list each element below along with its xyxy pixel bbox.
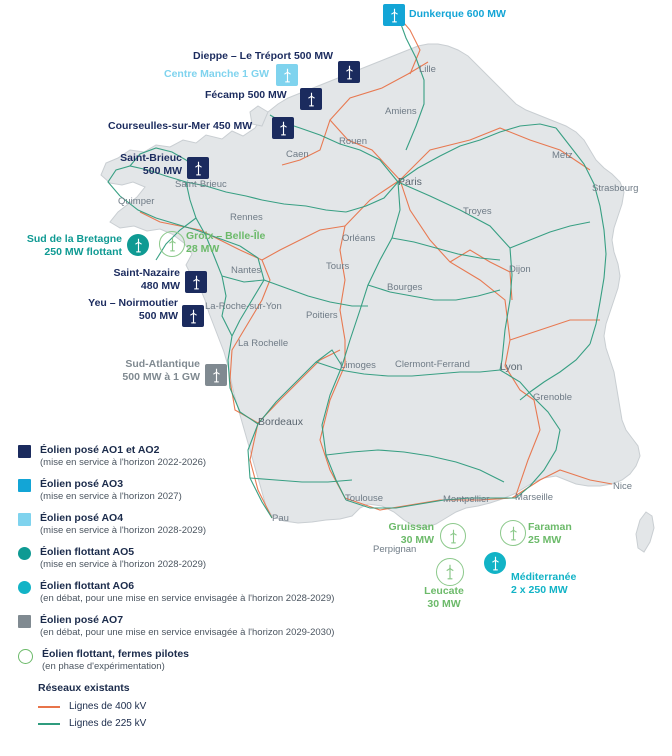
site-label-saint-nazaire <box>56 267 180 292</box>
legend-title: Éolien flottant, fermes pilotes <box>42 648 190 660</box>
city-label: Dijon <box>509 264 531 275</box>
legend-item-ao4 <box>18 512 448 537</box>
city-label: Tours <box>326 261 350 272</box>
wind-turbine-icon <box>304 92 319 107</box>
city-label: Rennes <box>230 212 263 223</box>
legend-title: Éolien posé AO3 <box>40 478 124 490</box>
wind-turbine-icon <box>191 161 206 176</box>
marker-saint-brieuc[interactable] <box>187 157 209 179</box>
wind-turbine-icon <box>506 526 521 541</box>
legend-title: Éolien flottant AO6 <box>40 580 135 592</box>
marker-fecamp[interactable] <box>300 88 322 110</box>
site-label-line: Leucate <box>424 585 464 597</box>
city-label: Lyon <box>500 361 523 373</box>
marker-courseulles-sur-mer[interactable] <box>272 117 294 139</box>
legend-swatch-icon <box>18 615 31 628</box>
site-label-saint-brieuc <box>60 152 182 177</box>
legend-subtitle: (mise en service à l'horizon 2028-2029) <box>40 558 207 570</box>
legend-subtitle: (mise en service à l'horizon 2027) <box>40 490 182 502</box>
city-label: Lille <box>419 64 436 75</box>
legend-item-pilot <box>18 648 448 673</box>
city-label: Strasbourg <box>592 183 639 194</box>
marker-groix-belle-ile[interactable] <box>159 231 185 257</box>
site-label-yeu-noirmoutier <box>48 297 178 322</box>
city-label: Pau <box>272 513 289 524</box>
city-label: Poitiers <box>306 310 338 321</box>
legend-subtitle: (en phase d'expérimentation) <box>42 660 165 672</box>
city-label: Troyes <box>463 206 492 217</box>
city-label: Saint-Brieuc <box>175 179 227 190</box>
wind-turbine-icon <box>276 121 291 136</box>
site-label-line: Groix – Belle-Île <box>186 230 266 242</box>
legend-swatch-icon <box>18 445 31 458</box>
marker-centre-manche[interactable] <box>276 64 298 86</box>
city-label: Nice <box>613 481 633 492</box>
legend-swatch-icon <box>18 649 33 664</box>
site-label-centre-manche: Centre Manche 1 GW <box>164 68 270 80</box>
site-label-line: 250 MW flottant <box>44 245 122 258</box>
site-label-line: Faraman <box>528 521 572 533</box>
legend-subtitle: (en débat, pour une mise en service envisagée à l'horizon 2028-2029) <box>40 592 335 604</box>
site-label-line: 500 MW à 1 GW <box>122 370 200 383</box>
line-400kv-icon <box>38 706 60 708</box>
wind-turbine-icon <box>387 8 402 23</box>
site-label-dieppe-le-treport: Dieppe – Le Tréport 500 MW <box>193 50 334 62</box>
legend-item-ao7 <box>18 614 448 639</box>
marker-faraman[interactable] <box>500 520 526 546</box>
legend-title: Éolien posé AO4 <box>40 512 124 524</box>
network-legend-item-225kv <box>38 718 338 729</box>
legend-swatch-icon <box>18 513 31 526</box>
wind-turbine-icon <box>280 68 295 83</box>
city-label: Nantes <box>231 265 262 276</box>
site-label-line: 28 MW <box>186 242 220 255</box>
city-label: Toulouse <box>345 493 384 504</box>
site-label-line: Gruissan <box>388 521 434 533</box>
site-label-courseulles-sur-mer: Courseulles-sur-Mer 450 MW <box>108 120 253 132</box>
site-label-sud-de-la-bretagne <box>10 233 122 258</box>
line-225kv-icon <box>38 723 60 725</box>
network-legend-label: Lignes de 225 kV <box>69 718 147 729</box>
legend-swatch-icon <box>18 547 31 560</box>
site-label-line: Saint-Nazaire <box>113 267 180 279</box>
marker-mediterranee[interactable] <box>484 552 506 574</box>
legend-swatch-icon <box>18 581 31 594</box>
city-label: Caen <box>286 149 309 160</box>
legend-item-ao6 <box>18 580 448 605</box>
site-label-line: 30 MW <box>400 533 434 546</box>
marker-yeu-noirmoutier[interactable] <box>182 305 204 327</box>
legend-subtitle: (en débat, pour une mise en service envisagée à l'horizon 2029-2030) <box>40 626 335 638</box>
legend-title: Éolien posé AO1 et AO2 <box>40 444 160 456</box>
site-label-line: 2 x 250 MW <box>511 583 568 596</box>
wind-turbine-icon <box>131 238 146 253</box>
city-label-paris: Paris <box>398 176 422 188</box>
city-label: Metz <box>552 150 573 161</box>
marker-sud-atlantique[interactable] <box>205 364 227 386</box>
site-label-line: Sud de la Bretagne <box>26 233 122 245</box>
site-label-line: 480 MW <box>140 279 180 292</box>
city-label: Bordeaux <box>258 416 303 428</box>
site-label-line: 25 MW <box>528 533 562 546</box>
site-label-dunkerque: Dunkerque 600 MW <box>409 8 506 20</box>
legend <box>18 444 448 682</box>
site-label-line: Méditerranée <box>511 571 577 583</box>
marker-dieppe-le-treport[interactable] <box>338 61 360 83</box>
site-label-faraman <box>528 521 572 546</box>
city-label: La Rochelle <box>238 338 289 349</box>
city-label: Clermont-Ferrand <box>395 359 470 370</box>
site-label-line: 30 MW <box>427 597 461 610</box>
city-label: Bourges <box>387 282 423 293</box>
wind-turbine-icon <box>488 556 503 571</box>
legend-item-ao3 <box>18 478 448 503</box>
city-label: Limoges <box>340 360 376 371</box>
legend-title: Éolien posé AO7 <box>40 614 124 626</box>
marker-sud-de-la-bretagne[interactable] <box>127 234 149 256</box>
city-label: Amiens <box>385 106 417 117</box>
site-label-fecamp: Fécamp 500 MW <box>205 89 287 101</box>
site-label-groix-belle-ile <box>186 230 265 255</box>
marker-dunkerque[interactable] <box>383 4 405 26</box>
legend-item-ao1-ao2 <box>18 444 448 469</box>
city-label: Orléans <box>342 233 376 244</box>
site-label-line: Sud-Atlantique <box>125 358 200 370</box>
site-label-line: Yeu – Noirmoutier <box>88 297 178 309</box>
wind-turbine-icon <box>209 368 224 383</box>
wind-turbine-icon <box>186 309 201 324</box>
site-label-line: 500 MW <box>138 309 178 322</box>
network-legend-title: Réseaux existants <box>38 682 130 694</box>
site-label-sud-atlantique <box>80 358 200 383</box>
legend-item-ao5 <box>18 546 448 571</box>
site-label-mediterranee <box>511 571 576 596</box>
city-label: La-Roche-sur-Yon <box>205 301 282 312</box>
legend-subtitle: (mise en service à l'horizon 2028-2029) <box>40 524 207 536</box>
city-label: Quimper <box>118 196 155 207</box>
wind-turbine-icon <box>189 275 204 290</box>
network-legend-item-400kv <box>38 701 338 712</box>
network-legend <box>38 682 338 735</box>
marker-saint-nazaire[interactable] <box>185 271 207 293</box>
city-label: Perpignan <box>373 544 417 555</box>
site-label-line: 500 MW <box>142 164 182 177</box>
legend-subtitle: (mise en service à l'horizon 2022-2026) <box>40 456 207 468</box>
city-label: Grenoble <box>533 392 573 403</box>
city-label: Rouen <box>339 136 367 147</box>
city-label: Marseille <box>515 492 554 503</box>
legend-title: Éolien flottant AO5 <box>40 546 135 558</box>
legend-swatch-icon <box>18 479 31 492</box>
network-legend-label: Lignes de 400 kV <box>69 701 147 712</box>
site-label-line: Saint-Brieuc <box>120 152 182 164</box>
wind-turbine-icon <box>165 237 180 252</box>
wind-turbine-icon <box>342 65 357 80</box>
city-label: Montpellier <box>443 494 490 505</box>
